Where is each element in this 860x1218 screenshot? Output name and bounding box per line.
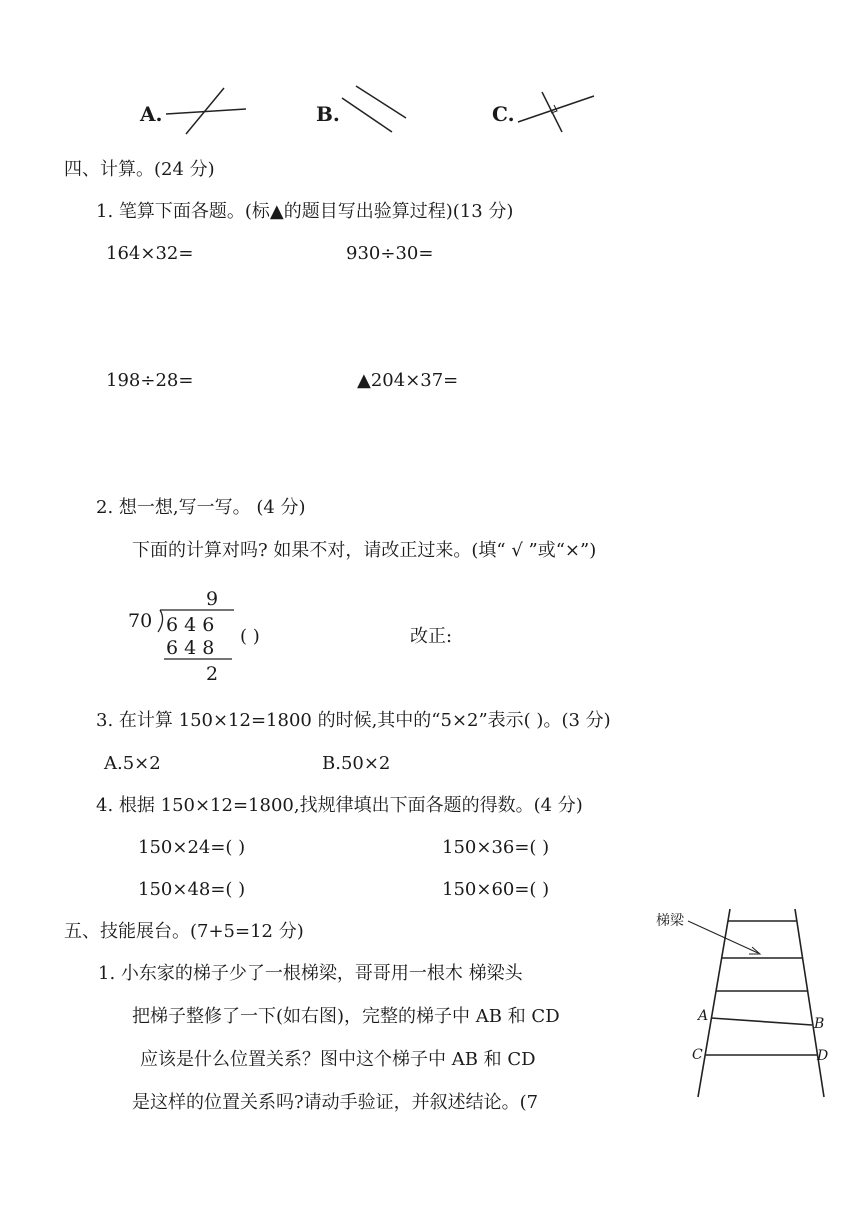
q1-title: 1. 笔算下面各题。(标▲的题目写出验算过程)(13 分) — [96, 201, 514, 222]
section4-title: 四、计算。(24 分) — [64, 159, 215, 180]
division-remainder: 2 — [206, 663, 219, 685]
ladder-beam-label: 梯梁 — [656, 913, 684, 929]
option-a-label: A. — [140, 102, 163, 126]
q3-choice-b[interactable]: B.50×2 — [322, 753, 391, 774]
point-c-label: C — [692, 1047, 703, 1063]
q2-title: 2. 想一想,写一写。 (4 分) — [96, 497, 306, 518]
q4-item-1[interactable]: 150×24=( ) — [138, 837, 246, 858]
division-product: 6 4 8 — [166, 637, 215, 659]
division-bracket — [126, 586, 246, 686]
point-a-label: A — [698, 1008, 709, 1024]
q3-choice-a[interactable]: A.5×2 — [104, 753, 161, 774]
point-b-label: B — [814, 1016, 825, 1032]
section5-title: 五、技能展台。(7+5=12 分) — [64, 921, 304, 942]
q4-item-4[interactable]: 150×60=( ) — [442, 879, 550, 900]
q1-item-4: ▲204×37= — [357, 370, 459, 391]
option-b-label: B. — [316, 102, 340, 126]
option-b-figure — [340, 84, 420, 144]
q2-correction-label: 改正: — [410, 626, 453, 647]
division-divisor: 70 — [128, 610, 153, 632]
q1-item-2: 930÷30= — [346, 243, 434, 264]
s5-q1-line-4: 是这样的位置关系吗?请动手验证，并叙述结论。(7 — [132, 1092, 539, 1113]
s5-q1-line-3: 应该是什么位置关系？图中这个梯子中 AB 和 CD — [140, 1049, 536, 1070]
s5-q1-line-1: 1. 小东家的梯子少了一根梯梁，哥哥用一根木 梯梁头 — [98, 963, 523, 984]
long-division — [126, 586, 246, 686]
q1-item-1: 164×32= — [106, 243, 194, 264]
q1-item-3: 198÷28= — [106, 370, 194, 391]
q4-item-3[interactable]: 150×48=( ) — [138, 879, 246, 900]
q2-answer-blank[interactable]: ( ) — [240, 626, 260, 647]
q3-title: 3. 在计算 150×12=1800 的时候,其中的“5×2”表示( )。(3 分) — [96, 710, 611, 731]
option-a-figure — [166, 86, 266, 146]
q4-item-2[interactable]: 150×36=( ) — [442, 837, 550, 858]
option-c-label: C. — [492, 102, 515, 126]
division-dividend: 6 4 6 — [166, 614, 215, 636]
ladder-figure — [650, 905, 830, 1105]
q2-subtitle: 下面的计算对吗? 如果不对，请改正过来。(填“ √ ”或“×”) — [132, 540, 597, 561]
ladder-drawing — [650, 905, 830, 1105]
option-c-figure — [516, 88, 606, 148]
division-quotient: 9 — [206, 588, 219, 610]
s5-q1-line-2: 把梯子整修了一下(如右图)，完整的梯子中 AB 和 CD — [132, 1006, 560, 1027]
point-d-label: D — [817, 1048, 829, 1064]
q4-title: 4. 根据 150×12=1800,找规律填出下面各题的得数。(4 分) — [96, 795, 583, 816]
